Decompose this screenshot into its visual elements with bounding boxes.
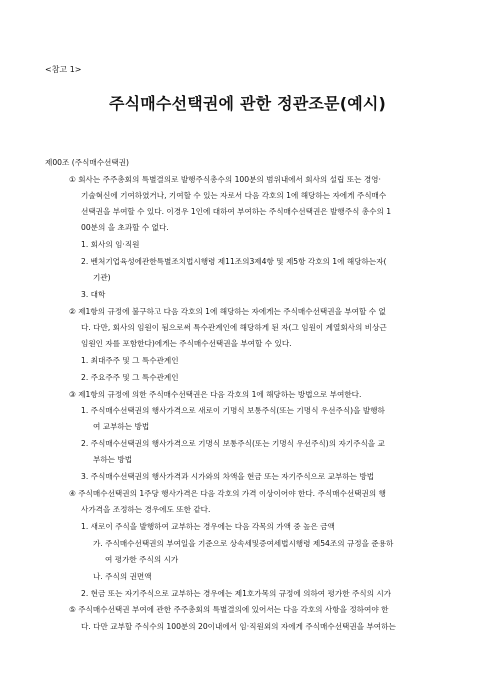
text-line: ① 회사는 주주총회의 특별결의로 발행주식총수의 100분의 범위내에서 회사의 설립 또는 경영·: [69, 175, 381, 184]
text-line: 1. 최대주주 및 그 특수관계인: [81, 356, 179, 365]
text-line: 3. 대학: [81, 290, 106, 299]
text-line: 기관): [93, 273, 111, 282]
text-line: 1. 회사의 임·직원: [81, 240, 140, 249]
text-line: 여 교부하는 방법: [93, 422, 150, 431]
text-line: ⑤ 주식매수선택권 부여에 관한 주주총회의 특별결의에 있어서는 다음 각호의 사항을 정하여야 한: [69, 605, 389, 614]
text-line: 2. 주식매수선택권의 행사가격으로 기명식 보통주식(또는 기명식 우선주식)의 자기주식을 교: [81, 439, 385, 448]
text-line: ④ 주식매수선택권의 1주당 행사가격은 다음 각호의 가격 이상이어야 한다. 주식매수선택권의 행: [69, 489, 386, 498]
text-line: 00분의 을 초과할 수 없다.: [81, 223, 169, 232]
text-line: ② 제1항의 규정에 불구하고 다음 각호의 1에 해당하는 자에게는 주식매수선택권을 부여할 수 없: [69, 307, 386, 316]
text-line: 2. 현금 또는 자기주식으로 교부하는 경우에는 제1호가목의 규정에 의하여 평가한 주식의 시가: [81, 589, 392, 598]
text-line: 2. 벤처기업육성에관한특별조치법시행령 제11조의3제4항 및 제5항 각호의 1에 해당하는자(: [81, 257, 387, 266]
text-line: 부하는 방법: [93, 455, 133, 464]
reference-label: <참고 1>: [45, 65, 82, 74]
text-line: 사가격을 조정하는 경우에도 또한 같다.: [81, 505, 211, 514]
article-heading: 제00조 (주식매수선택권): [45, 158, 130, 167]
text-line: 다. 다만 교부할 주식수의 100분의 20이내에서 임·직원외의 자에게 주식매수선택권을 부여하는: [81, 622, 396, 631]
text-line: 가. 주식매수선택권의 부여일을 기준으로 상속세및증여세법시행령 제54조의 규정을 준용하: [93, 539, 394, 548]
text-line: 1. 주식매수선택권의 행사가격으로 새로이 기명식 보통주식(또는 기명식 우선주식)을 발행하: [81, 406, 385, 415]
text-line: 1. 새로이 주식을 발행하여 교부하는 경우에는 다음 각목의 가액 중 높은 금액: [81, 522, 335, 531]
text-line: 선택권을 부여할 수 있다. 이경우 1인에 대하여 부여하는 주식매수선택권은 발행주식 총수의 1: [81, 207, 392, 216]
text-line: 나. 주식의 권면액: [93, 572, 152, 581]
text-line: ③ 제1항의 규정에 의한 주식매수선택권은 다음 각호의 1에 해당하는 방법으로 부여한다.: [69, 390, 362, 399]
text-line: 기술혁신에 기여하였거나, 기여할 수 있는 자로서 다음 각호의 1에 해당하는 자에게 주식매수: [81, 191, 387, 200]
document-title: 주식매수선택권에 관한 정관조문(예시): [108, 94, 387, 113]
text-line: 2. 주요주주 및 그 특수관계인: [81, 373, 179, 382]
text-line: 임원인 자를 포함한다)에게는 주식매수선택권을 부여할 수 있다.: [81, 339, 292, 348]
text-line: 여 평가한 주식의 시가: [105, 555, 179, 564]
text-line: 다. 다만, 회사의 임원이 됨으로써 특수관계인에 해당하게 된 자(그 임원이 계열회사의 비상근: [81, 323, 387, 332]
text-line: 3. 주식매수선택권의 행사가격과 시가와의 차액을 현금 또는 자기주식으로 교부하는 방법: [81, 472, 375, 481]
